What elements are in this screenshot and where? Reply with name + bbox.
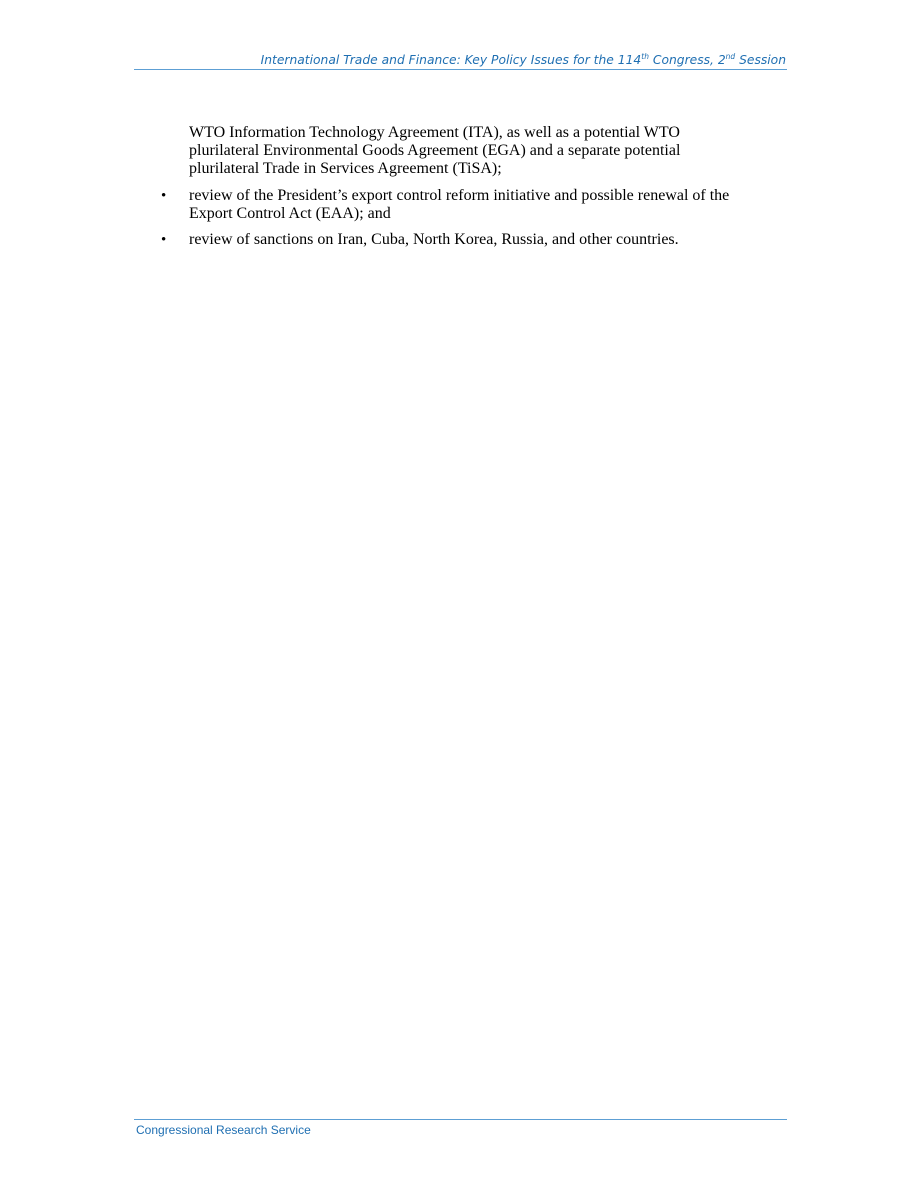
header-title-sup-th: th [641, 52, 649, 61]
bullet-icon: • [161, 188, 167, 204]
footer-divider [134, 1119, 787, 1120]
bullet-text: review of sanctions on Iran, Cuba, North Korea, Russia, and other countries. [189, 231, 679, 248]
bullet-text: review of the President’s export control reform initiative and possible renewal of the Export Control Act (EAA); and [189, 187, 730, 222]
bullet-icon: • [161, 232, 167, 248]
header-title-suffix: Session [735, 53, 786, 67]
footer-source: Congressional Research Service [136, 1123, 311, 1137]
header-title-mid: Congress, 2 [648, 53, 726, 67]
header-title-sup-nd: nd [725, 52, 736, 61]
continued-list-item: WTO Information Technology Agreement (ITA), as well as a potential WTO plurilateral Environmental Goods Agreement (EGA) and a separate potential plurilateral Trade in Services Agreement (TiSA); [189, 124, 681, 177]
header-title-prefix: International Trade and Finance: Key Policy Issues for the 114 [260, 53, 642, 67]
running-header [134, 53, 786, 67]
header-divider [134, 69, 787, 70]
